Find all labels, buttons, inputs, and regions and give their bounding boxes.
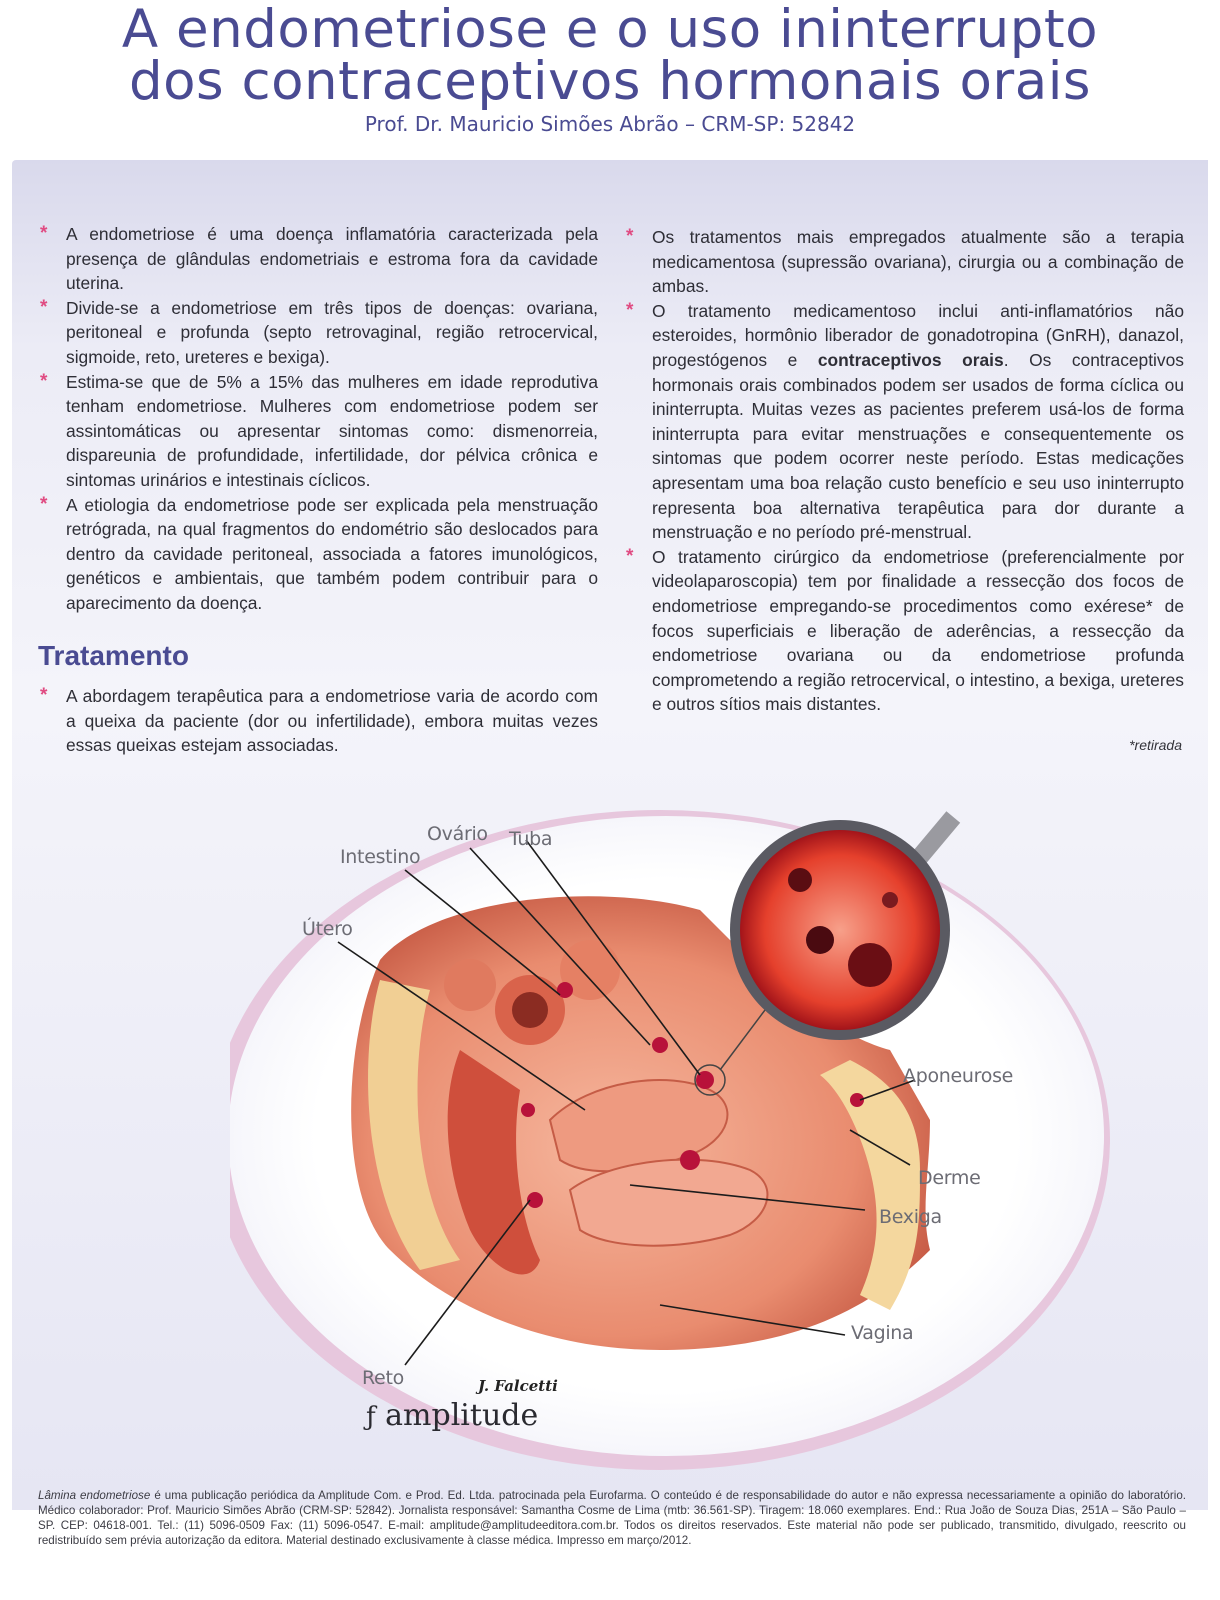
section-heading: Tratamento bbox=[38, 640, 189, 671]
label-reto: Reto bbox=[362, 1367, 404, 1389]
bullet-icon: * bbox=[626, 545, 634, 567]
bullet-icon: * bbox=[40, 223, 48, 244]
author-line: Prof. Dr. Mauricio Simões Abrão – CRM-SP: 52842 bbox=[364, 112, 856, 136]
label-intestino: Intestino bbox=[340, 846, 421, 868]
list-item: * O tratamento medicamentoso inclui anti-inflamatórios não esteroides, hormônio liberador de gonadotropina (GnRH), danazol, progestógenos e contraceptivos orais. Os contraceptivos hormonais orais combinados podem ser usados de forma cíclica ou ininterrupta. Muitas vezes as pacientes preferem usá-los de forma ininterrupta para evitar menstruações e consequentemente os sintomas que podem ocorrer neste período. Estas medicações apresentam uma boa relação custo benefício e seu uso ininterrupto representa boa alternativa terapêutica para dor durante a menstruação e no período pré-menstrual. bbox=[626, 299, 1184, 543]
left-column bbox=[38, 222, 598, 616]
bullet-icon: * bbox=[40, 685, 48, 706]
page-title-line1: A endometriose e o uso ininterrupto bbox=[121, 0, 1099, 60]
label-utero: Útero bbox=[302, 918, 353, 940]
list-item: * Divide-se a endometriose em três tipos de doenças: ovariana, peritoneal e profunda (septo retrovaginal, região retrocervical, sigmoide, reto, ureteres e bexiga). bbox=[40, 296, 598, 367]
bullet-icon: * bbox=[40, 370, 48, 392]
logo-mark-icon: ƒ bbox=[366, 1402, 376, 1432]
right-column bbox=[624, 225, 1184, 717]
label-ovario: Ovário bbox=[427, 823, 488, 845]
list-item: * Os tratamentos mais empregados atualmente são a terapia medicamentosa (supressão ovariana), cirurgia ou a combinação de ambas. bbox=[626, 226, 1184, 297]
footnote: *retirada bbox=[1129, 737, 1182, 753]
list-item: * A etiologia da endometriose pode ser explicada pela menstruação retrógrada, na qual fragmentos do endométrio são deslocados para dentro da cavidade peritoneal, associada a fatores imunológicos, genéticos e ambientais, que também podem contribuir para o aparecimento da doença. bbox=[40, 493, 598, 613]
page-title-line2: dos contraceptivos hormonais orais bbox=[128, 51, 1092, 112]
bullet-icon: * bbox=[40, 493, 48, 515]
treatment-intro bbox=[38, 684, 598, 758]
list-item: * A endometriose é uma doença inflamatória caracterizada pela presença de glândulas endometriais e estroma fora da cavidade uterina. bbox=[40, 223, 598, 294]
list-item: * Estima-se que de 5% a 15% das mulheres em idade reprodutiva tenham endometriose. Mulheres com endometriose podem ser assintomáticas ou apresentar sintomas como: dismenorreia, dispareunia de profundidade, infertilidade, dor pélvica crônica e sintomas urinários e intestinais cíclicos. bbox=[40, 370, 598, 490]
label-derme: Derme bbox=[918, 1167, 981, 1189]
bullet-icon: * bbox=[626, 226, 634, 247]
bullet-icon: * bbox=[626, 299, 634, 321]
list-item: * A abordagem terapêutica para a endometriose varia de acordo com a queixa da paciente (dor ou infertilidade), embora muitas vezes essas queixas estejam associadas. bbox=[40, 685, 598, 756]
label-vagina: Vagina bbox=[851, 1322, 914, 1344]
illustrator-signature: J. Falcetti bbox=[478, 1377, 558, 1395]
label-tuba: Tuba bbox=[509, 828, 553, 850]
label-aponeurose: Aponeurose bbox=[903, 1065, 1014, 1087]
bullet-icon: * bbox=[40, 296, 48, 318]
emphasis-text: contraceptivos orais bbox=[817, 349, 1004, 370]
footer-credits: Lâmina endometriose é uma publicação periódica da Amplitude Com. e Prod. Ed. Ltda. patrocinada pela Eurofarma. O conteúdo é de responsabilidade do autor e não expressa necessariamente a opinião do laboratório. Médico colaborador: Prof. Mauricio Simões Abrão (CRM-SP: 52842). Jornalista responsável: Samantha Cosme de Lima (mtb: 36.561-SP). Tiragem: 18.060 exemplares. End.: Rua João de Souza Dias, 251A – São Paulo – SP. CEP: 04618-001. Tel.: (11) 5096-0509 Fax: (11) 5096-0547. E-mail: amplitude@amplitudeeditora.com.br. Todos os direitos reservados. Este material não pode ser publicado, transmitido, divulgado, reescrito ou redistribuído sem prévia autorização da editora. Material destinado exclusivamente à classe médica. Impresso em março/2012. bbox=[38, 1489, 1186, 1547]
publication-name: Lâmina endometriose bbox=[38, 1489, 151, 1502]
list-item: * O tratamento cirúrgico da endometriose (preferencialmente por videolaparoscopia) tem por finalidade a ressecção dos focos de endometriose empregando-se procedimentos como exérese* de focos superficiais e liberação de aderências, a ressecção da endometriose ovariana ou da endometriose profunda comprometendo a região retrocervical, o intestino, a bexiga, ureteres e outros sítios mais distantes. bbox=[626, 545, 1184, 715]
publisher-logo bbox=[366, 1398, 538, 1433]
label-bexiga: Bexiga bbox=[879, 1206, 942, 1228]
logo-text: amplitude bbox=[385, 1398, 539, 1433]
